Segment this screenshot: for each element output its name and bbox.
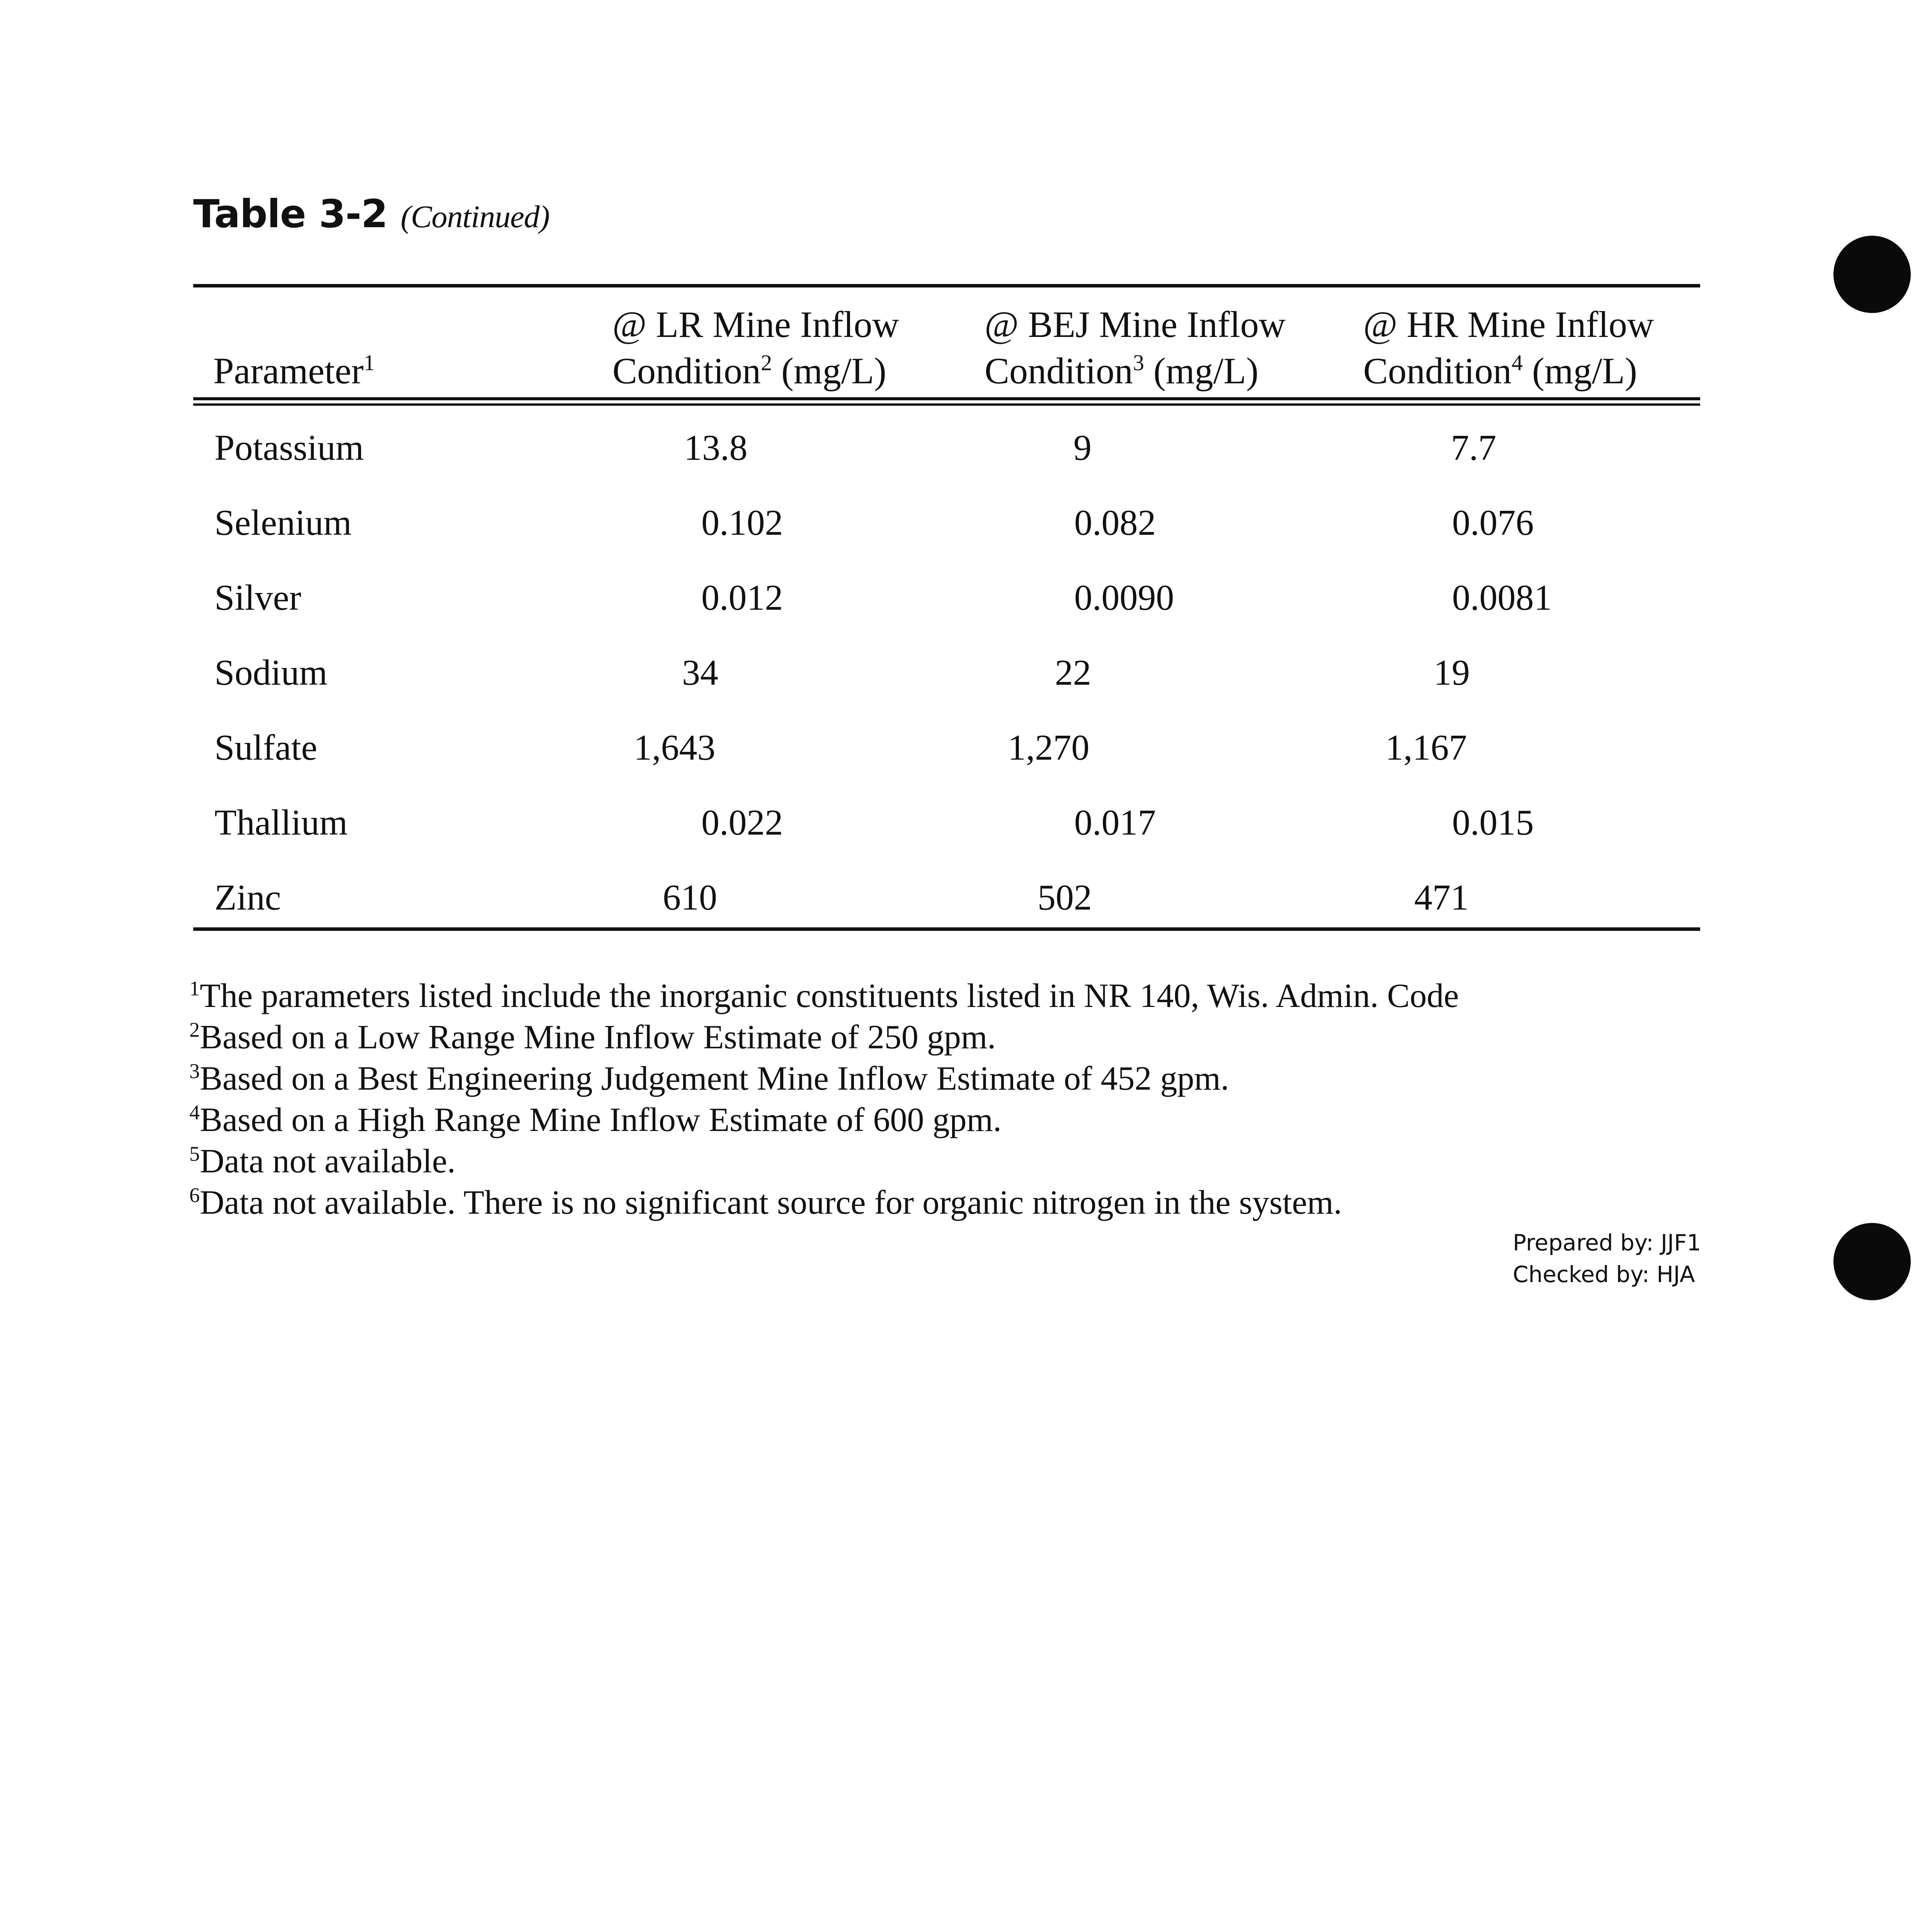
header-rule-lower: [193, 403, 1700, 406]
cell-bej: 22: [1055, 653, 1091, 693]
header-parameter: Parameter$^1$: [213, 350, 375, 391]
cell-hr: 0.015: [1452, 803, 1534, 843]
cell-lr: 0.022: [701, 803, 783, 843]
header-bej: @ BEJ Mine Inflow Condition$^3$ (mg/L): [985, 304, 1286, 391]
table-title-main: Table 3-2: [193, 191, 388, 236]
cell-parameter: Thallium: [214, 803, 348, 843]
cell-bej: 0.082: [1074, 503, 1156, 543]
cell-bej: 502: [1037, 878, 1092, 918]
header-lr: @ LR Mine Inflow Condition$^2$ (mg/L): [612, 304, 899, 391]
cell-parameter: Sodium: [214, 653, 328, 693]
cell-bej: 0.017: [1074, 803, 1156, 843]
header-hr: @ HR Mine Inflow Condition$^4$ (mg/L): [1363, 304, 1654, 391]
cell-parameter: Zinc: [214, 878, 281, 918]
cell-lr: 1,643: [634, 728, 716, 768]
punch-hole-middle: [1833, 1223, 1911, 1300]
footnote: $^1$The parameters listed include the inorganic constituents listed in NR 140, Wis. Admin. Code: [189, 977, 1459, 1015]
cell-hr: 0.0081: [1452, 578, 1552, 618]
signoff: [1513, 1227, 1701, 1290]
cell-parameter: Potassium: [214, 428, 364, 468]
footnote: $^6$Data not available. There is no significant source for organic nitrogen in the system.: [189, 1184, 1342, 1221]
footnote: $^5$Data not available.: [189, 1142, 456, 1180]
footnote: $^3$Based on a Best Engineering Judgement Mine Inflow Estimate of 452 gpm.: [189, 1060, 1229, 1097]
table-bottom-rule: [193, 927, 1700, 931]
table-top-rule: [193, 284, 1700, 287]
cell-bej: 1,270: [1008, 728, 1090, 768]
table-title-sub: (Continued): [400, 199, 550, 234]
table-title: [193, 191, 549, 236]
cell-lr: 610: [663, 878, 717, 918]
cell-lr: 13.8: [684, 428, 748, 468]
cell-hr: 0.076: [1452, 503, 1534, 543]
footnote: $^2$Based on a Low Range Mine Inflow Estimate of 250 gpm.: [189, 1018, 996, 1056]
footnote: $^4$Based on a High Range Mine Inflow Estimate of 600 gpm.: [189, 1101, 1002, 1139]
header-rule-upper: [193, 397, 1700, 400]
cell-hr: 471: [1414, 878, 1469, 918]
cell-parameter: Silver: [214, 578, 301, 618]
cell-parameter: Sulfate: [214, 728, 318, 768]
cell-lr: 0.102: [701, 503, 783, 543]
cell-bej: 9: [1073, 428, 1092, 468]
cell-lr: 0.012: [701, 578, 783, 618]
cell-parameter: Selenium: [214, 503, 352, 543]
cell-bej: 0.0090: [1074, 578, 1174, 618]
prepared-by: Prepared by: JJF1: [1513, 1230, 1701, 1256]
cell-hr: 1,167: [1385, 728, 1467, 768]
cell-lr: 34: [682, 653, 718, 693]
checked-by: Checked by: HJA: [1513, 1261, 1695, 1287]
punch-hole-top: [1833, 236, 1911, 313]
cell-hr: 19: [1434, 653, 1470, 693]
cell-hr: 7.7: [1451, 428, 1497, 468]
